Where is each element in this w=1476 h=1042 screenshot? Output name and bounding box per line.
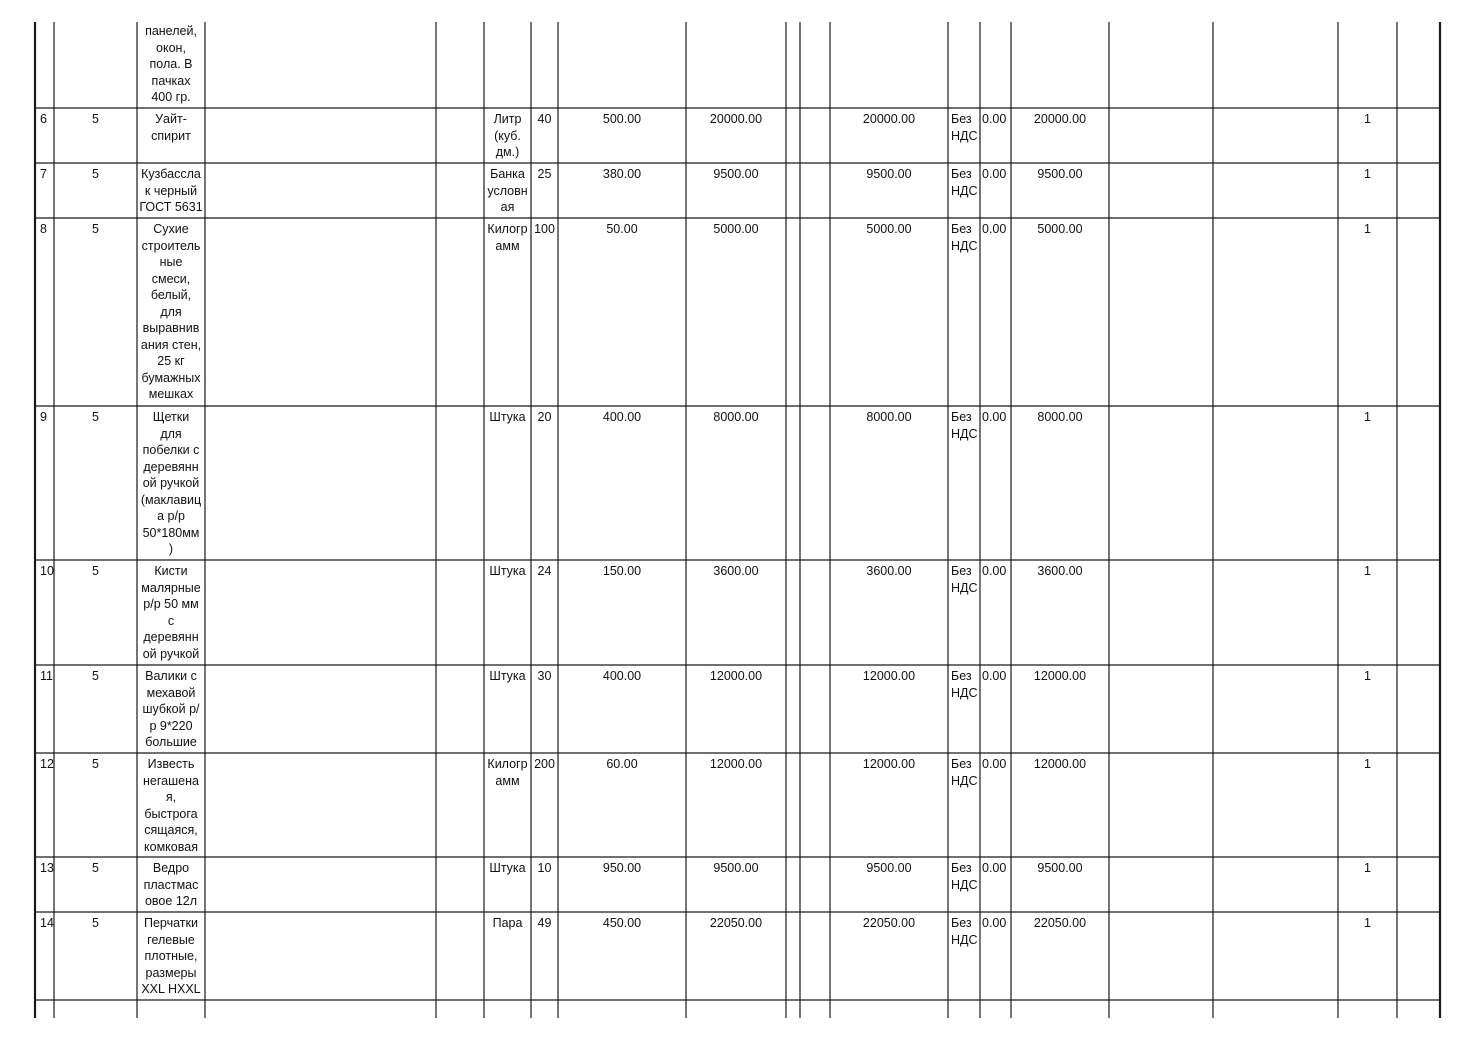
cell-num: 14 [40,916,54,930]
cell-num: 8 [40,222,47,236]
cell-name: Кузбассла к черный ГОСТ 5631 [139,167,203,214]
cell-sum: 12000.00 [709,669,763,683]
cell-sum: 5000.00 [713,222,759,236]
cell-desc [205,406,436,560]
cell-desc [205,753,436,857]
cell-total_vat: 3600.00 [1037,564,1083,578]
cell-lot: 5 [92,410,99,424]
cell-name: Известь негашена я, быстрога сящаяся, комковая [143,757,199,854]
cell-total: 9500.00 [866,167,912,181]
cell-num: 6 [40,112,47,126]
cell-desc [205,218,436,406]
cell-last: 1 [1364,167,1371,181]
cell-qty: 49 [537,916,552,930]
cell-total: 9500.00 [866,861,912,875]
cell-vat_amt: 0.00 [982,410,1007,424]
cell-total: 22050.00 [862,916,916,930]
cell-unit: Килогр амм [487,222,528,253]
cell-num: 10 [40,564,54,578]
cell-total: 8000.00 [866,410,912,424]
cell-name: Уайт- спирит [151,112,191,143]
carry-over-name-cell: панелей, окон, пола. В пачках 400 гр. [145,24,197,104]
cell-desc [205,665,436,753]
cell-price: 380.00 [602,167,642,181]
cell-price: 500.00 [602,112,642,126]
cell-last: 1 [1364,669,1371,683]
cell-vat: Без НДС [951,410,978,441]
cell-total_vat: 8000.00 [1037,410,1083,424]
cell-total_vat: 12000.00 [1033,757,1087,771]
cell-vat_amt: 0.00 [982,669,1007,683]
cell-vat: Без НДС [951,669,978,700]
cell-vat_amt: 0.00 [982,564,1007,578]
cell-last: 1 [1364,757,1371,771]
cell-last: 1 [1364,222,1371,236]
cell-num: 12 [40,757,54,771]
cell-price: 400.00 [602,669,642,683]
cell-unit: Банка условн ая [487,167,528,214]
cell-total_vat: 22050.00 [1033,916,1087,930]
cell-total_vat: 9500.00 [1037,861,1083,875]
cell-lot: 5 [92,669,99,683]
cell-sum: 8000.00 [713,410,759,424]
cell-vat_amt: 0.00 [982,167,1007,181]
cell-last: 1 [1364,916,1371,930]
cell-desc [205,163,436,218]
cell-total: 20000.00 [862,112,916,126]
cell-name: Перчатки гелевые плотные, размеры XXL HXXL [141,916,201,996]
cell-sum: 9500.00 [713,861,759,875]
cell-last: 1 [1364,564,1371,578]
cell-total: 12000.00 [862,669,916,683]
cell-unit: Пара [492,916,523,930]
cell-total: 5000.00 [866,222,912,236]
cell-vat_amt: 0.00 [982,222,1007,236]
cell-unit: Литр (куб. дм.) [493,112,522,159]
cell-last: 1 [1364,861,1371,875]
cell-unit: Килогр амм [487,757,528,788]
cell-unit: Штука [489,564,526,578]
cell-total_vat: 5000.00 [1037,222,1083,236]
cell-sum: 9500.00 [713,167,759,181]
cell-lot: 5 [92,167,99,181]
cell-vat: Без НДС [951,167,978,198]
cell-qty: 20 [537,410,552,424]
cell-vat: Без НДС [951,916,978,947]
cell-qty: 30 [537,669,552,683]
cell-total: 12000.00 [862,757,916,771]
cell-vat: Без НДС [951,112,978,143]
cell-price: 400.00 [602,410,642,424]
cell-unit: Штука [489,410,526,424]
cell-price: 450.00 [602,916,642,930]
cell-num: 9 [40,410,47,424]
cell-vat_amt: 0.00 [982,112,1007,126]
cell-qty: 10 [537,861,552,875]
cell-name: Кисти малярные р/р 50 мм с деревянн ой ручкой [141,564,201,661]
cell-name: Валики с мехавой шубкой р/ р 9*220 большие [142,669,200,749]
cell-num: 7 [40,167,47,181]
cell-qty: 40 [537,112,552,126]
cell-qty: 25 [537,167,552,181]
cell-unit: Штука [489,861,526,875]
cell-desc [205,108,436,163]
cell-lot: 5 [92,861,99,875]
cell-qty: 100 [534,222,555,236]
cell-name: Щетки для побелки с деревянн ой ручкой (маклавиц а р/р 50*180мм ) [140,410,202,556]
cell-total_vat: 9500.00 [1037,167,1083,181]
cell-vat_amt: 0.00 [982,916,1007,930]
cell-qty: 200 [534,757,555,771]
cell-desc [205,857,436,912]
cell-sum: 22050.00 [709,916,763,930]
cell-price: 60.00 [606,757,638,771]
cell-sum: 12000.00 [709,757,763,771]
cell-last: 1 [1364,410,1371,424]
cell-price: 150.00 [602,564,642,578]
cell-vat: Без НДС [951,757,978,788]
cell-price: 950.00 [602,861,642,875]
cell-desc [205,560,436,665]
cell-total_vat: 20000.00 [1033,112,1087,126]
cell-sum: 3600.00 [713,564,759,578]
cell-qty: 24 [537,564,552,578]
cell-last: 1 [1364,112,1371,126]
cell-vat_amt: 0.00 [982,861,1007,875]
cell-num: 11 [40,669,53,683]
cell-unit: Штука [489,669,526,683]
cell-desc [205,912,436,1000]
cell-total: 3600.00 [866,564,912,578]
cell-lot: 5 [92,564,99,578]
cell-vat: Без НДС [951,861,978,892]
cell-vat: Без НДС [951,564,978,595]
cell-lot: 5 [92,222,99,236]
cell-lot: 5 [92,757,99,771]
cell-vat: Без НДС [951,222,978,253]
cell-vat_amt: 0.00 [982,757,1007,771]
cell-total_vat: 12000.00 [1033,669,1087,683]
cell-lot: 5 [92,112,99,126]
cell-price: 50.00 [606,222,638,236]
cell-lot: 5 [92,916,99,930]
cell-name: Ведро пластмас овое 12л [143,861,199,908]
cell-name: Сухие строитель ные смеси, белый, для выравнив ания стен, 25 кг бумажных мешках [140,222,202,401]
cell-num: 13 [40,861,54,875]
cell-sum: 20000.00 [709,112,763,126]
